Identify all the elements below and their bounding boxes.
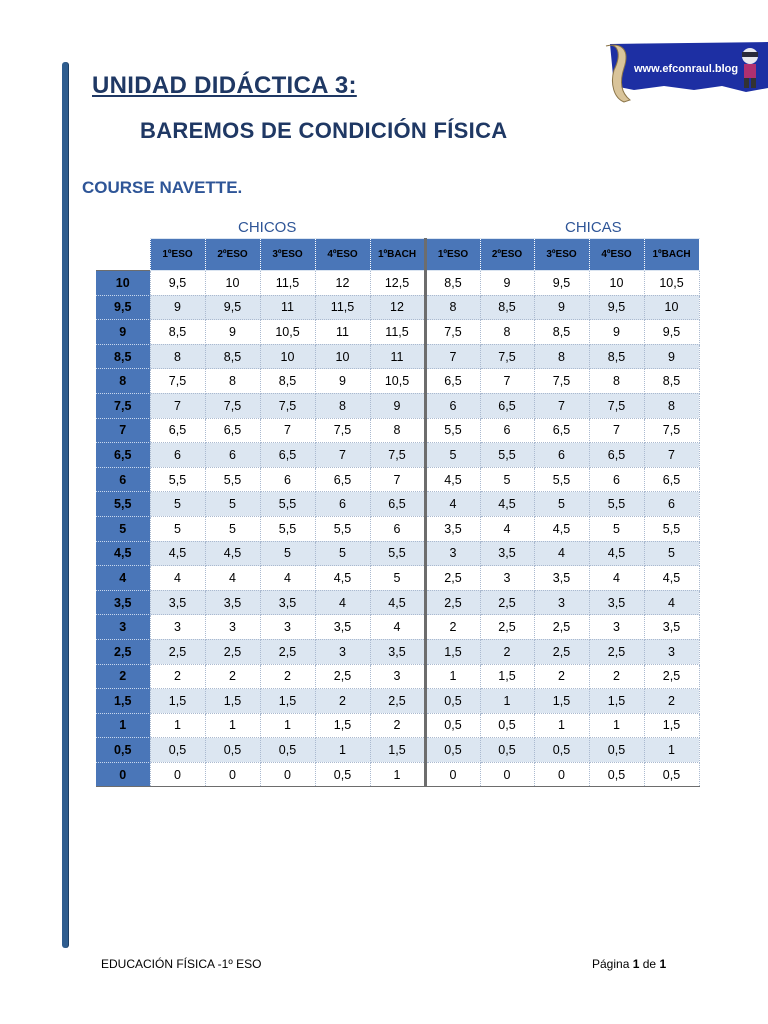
left-margin-bar <box>62 62 68 948</box>
score-cell: 1 <box>315 738 370 763</box>
score-cell: 1 <box>425 664 480 689</box>
score-cell: 3,5 <box>425 516 480 541</box>
score-cell: 2,5 <box>205 639 260 664</box>
score-cell: 5,5 <box>205 467 260 492</box>
score-cell: 1 <box>150 713 205 738</box>
score-cell: 8 <box>425 295 480 320</box>
score-cell: 0,5 <box>205 738 260 763</box>
score-cell: 4 <box>534 541 589 566</box>
row-grade: 8,5 <box>96 344 150 369</box>
score-cell: 2 <box>205 664 260 689</box>
score-cell: 5,5 <box>425 418 480 443</box>
score-cell: 5,5 <box>370 541 425 566</box>
score-cell: 10 <box>205 271 260 296</box>
score-cell: 4 <box>205 566 260 591</box>
table-row <box>96 418 699 443</box>
score-cell: 2,5 <box>534 615 589 640</box>
row-grade: 0 <box>96 762 150 787</box>
score-cell: 4,5 <box>150 541 205 566</box>
score-cell: 5,5 <box>534 467 589 492</box>
score-cell: 0,5 <box>425 713 480 738</box>
score-cell: 3,5 <box>150 590 205 615</box>
score-cell: 5,5 <box>315 516 370 541</box>
table-row <box>96 762 699 787</box>
footer-of-word: de <box>642 957 657 971</box>
footer-page-number <box>592 957 666 971</box>
footer-course: EDUCACIÓN FÍSICA -1º ESO <box>101 957 262 971</box>
score-cell: 10 <box>644 295 699 320</box>
column-header: 3ºESO <box>260 239 315 271</box>
score-cell: 3 <box>480 566 534 591</box>
score-cell: 6,5 <box>589 443 644 468</box>
score-cell: 5,5 <box>260 492 315 517</box>
footer-page-num: 1 <box>632 957 640 971</box>
table-row <box>96 713 699 738</box>
table-row <box>96 738 699 763</box>
score-cell: 1 <box>589 713 644 738</box>
score-cell: 7,5 <box>644 418 699 443</box>
score-cell: 8 <box>205 369 260 394</box>
score-cell: 3,5 <box>315 615 370 640</box>
score-cell: 7,5 <box>260 393 315 418</box>
score-cell: 4 <box>260 566 315 591</box>
score-cell: 10,5 <box>370 369 425 394</box>
score-cell: 9 <box>150 295 205 320</box>
score-cell: 11,5 <box>260 271 315 296</box>
score-cell: 8 <box>589 369 644 394</box>
table-row <box>96 664 699 689</box>
score-cell: 7 <box>260 418 315 443</box>
row-grade: 7,5 <box>96 393 150 418</box>
score-cell: 0,5 <box>480 713 534 738</box>
row-grade: 3,5 <box>96 590 150 615</box>
score-cell: 10,5 <box>260 320 315 345</box>
score-cell: 6,5 <box>480 393 534 418</box>
table-row <box>96 615 699 640</box>
score-cell: 8 <box>534 344 589 369</box>
logo-url-text: www.efconraul.blog <box>634 63 739 75</box>
column-header: 1ºBACH <box>644 239 699 271</box>
score-cell: 7,5 <box>534 369 589 394</box>
score-cell: 3 <box>260 615 315 640</box>
row-grade: 6,5 <box>96 443 150 468</box>
score-cell: 2 <box>644 689 699 714</box>
table-row <box>96 344 699 369</box>
score-cell: 6 <box>534 443 589 468</box>
score-cell: 7 <box>534 393 589 418</box>
score-cell: 5,5 <box>150 467 205 492</box>
score-cell: 5 <box>534 492 589 517</box>
score-cell: 0,5 <box>589 738 644 763</box>
score-cell: 1 <box>260 713 315 738</box>
score-cell: 0 <box>205 762 260 787</box>
score-cell: 9 <box>370 393 425 418</box>
score-cell: 9,5 <box>205 295 260 320</box>
score-cell: 9,5 <box>644 320 699 345</box>
score-cell: 11 <box>370 344 425 369</box>
score-cell: 6,5 <box>370 492 425 517</box>
score-cell: 3 <box>425 541 480 566</box>
section-heading: COURSE NAVETTE. <box>82 178 243 197</box>
column-header: 4ºESO <box>315 239 370 271</box>
score-cell: 1 <box>480 689 534 714</box>
score-cell: 8,5 <box>534 320 589 345</box>
row-grade: 4 <box>96 566 150 591</box>
score-cell: 2,5 <box>150 639 205 664</box>
score-cell: 3,5 <box>589 590 644 615</box>
row-grade: 5,5 <box>96 492 150 517</box>
score-cell: 6,5 <box>425 369 480 394</box>
footer-page-total: 1 <box>659 957 667 971</box>
score-cell: 8,5 <box>260 369 315 394</box>
table-row <box>96 516 699 541</box>
score-cell: 5,5 <box>260 516 315 541</box>
score-cell: 5 <box>150 516 205 541</box>
score-cell: 1,5 <box>370 738 425 763</box>
score-cell: 3 <box>150 615 205 640</box>
score-cell: 7 <box>644 443 699 468</box>
score-cell: 4,5 <box>480 492 534 517</box>
row-grade: 2,5 <box>96 639 150 664</box>
score-cell: 6,5 <box>315 467 370 492</box>
row-grade: 9,5 <box>96 295 150 320</box>
table-row <box>96 566 699 591</box>
score-cell: 4 <box>589 566 644 591</box>
score-cell: 0,5 <box>425 689 480 714</box>
score-cell: 1 <box>205 713 260 738</box>
blog-logo <box>604 40 768 106</box>
score-cell: 7,5 <box>150 369 205 394</box>
table-row <box>96 295 699 320</box>
score-cell: 9 <box>205 320 260 345</box>
score-cell: 4 <box>480 516 534 541</box>
score-cell: 1 <box>644 738 699 763</box>
score-cell: 6,5 <box>205 418 260 443</box>
score-cell: 2,5 <box>589 639 644 664</box>
row-grade: 5 <box>96 516 150 541</box>
score-cell: 8 <box>370 418 425 443</box>
score-cell: 3 <box>534 590 589 615</box>
footer-page-word: Página <box>592 957 630 971</box>
score-cell: 8,5 <box>644 369 699 394</box>
page-subtitle: BAREMOS DE CONDICIÓN FÍSICA <box>140 118 508 143</box>
score-cell: 2,5 <box>480 590 534 615</box>
score-cell: 2,5 <box>534 639 589 664</box>
score-cell: 1,5 <box>260 689 315 714</box>
score-cell: 11,5 <box>370 320 425 345</box>
score-cell: 7 <box>370 467 425 492</box>
row-grade: 1 <box>96 713 150 738</box>
score-cell: 8 <box>644 393 699 418</box>
score-cell: 2,5 <box>370 689 425 714</box>
row-grade: 7 <box>96 418 150 443</box>
score-cell: 2 <box>150 664 205 689</box>
score-cell: 0,5 <box>644 762 699 787</box>
score-cell: 2 <box>425 615 480 640</box>
score-cell: 0 <box>260 762 315 787</box>
table-row <box>96 639 699 664</box>
table-row <box>96 541 699 566</box>
score-cell: 9 <box>480 271 534 296</box>
table-row <box>96 590 699 615</box>
score-cell: 1,5 <box>589 689 644 714</box>
score-cell: 0,5 <box>315 762 370 787</box>
column-header: 3ºESO <box>534 239 589 271</box>
score-cell: 1,5 <box>315 713 370 738</box>
column-header: 1ºBACH <box>370 239 425 271</box>
table-corner <box>96 239 150 271</box>
score-cell: 7 <box>315 443 370 468</box>
score-cell: 5 <box>370 566 425 591</box>
score-cell: 4,5 <box>534 516 589 541</box>
score-cell: 4 <box>315 590 370 615</box>
score-cell: 3 <box>205 615 260 640</box>
page-title: UNIDAD DIDÁCTICA 3: <box>92 72 357 99</box>
score-cell: 0,5 <box>589 762 644 787</box>
score-cell: 6,5 <box>534 418 589 443</box>
score-cell: 3 <box>644 639 699 664</box>
column-header: 1ºESO <box>150 239 205 271</box>
score-cell: 8,5 <box>480 295 534 320</box>
score-cell: 9 <box>315 369 370 394</box>
score-cell: 0 <box>425 762 480 787</box>
score-cell: 10 <box>589 271 644 296</box>
score-cell: 3 <box>589 615 644 640</box>
row-grade: 9 <box>96 320 150 345</box>
score-cell: 8,5 <box>425 271 480 296</box>
score-cell: 2,5 <box>315 664 370 689</box>
score-cell: 9,5 <box>589 295 644 320</box>
score-cell: 3,5 <box>205 590 260 615</box>
row-grade: 3 <box>96 615 150 640</box>
score-cell: 3,5 <box>260 590 315 615</box>
score-cell: 0,5 <box>260 738 315 763</box>
score-cell: 1 <box>534 713 589 738</box>
score-cell: 0,5 <box>425 738 480 763</box>
score-cell: 6 <box>205 443 260 468</box>
score-cell: 4,5 <box>425 467 480 492</box>
score-cell: 5,5 <box>480 443 534 468</box>
score-cell: 4,5 <box>644 566 699 591</box>
score-cell: 5,5 <box>589 492 644 517</box>
score-cell: 5 <box>644 541 699 566</box>
score-cell: 3,5 <box>644 615 699 640</box>
score-cell: 2 <box>370 713 425 738</box>
score-cell: 5,5 <box>644 516 699 541</box>
score-cell: 6,5 <box>260 443 315 468</box>
row-grade: 1,5 <box>96 689 150 714</box>
score-cell: 4,5 <box>205 541 260 566</box>
score-cell: 7,5 <box>205 393 260 418</box>
score-cell: 7,5 <box>589 393 644 418</box>
score-cell: 7,5 <box>425 320 480 345</box>
score-cell: 11 <box>260 295 315 320</box>
row-grade: 0,5 <box>96 738 150 763</box>
score-cell: 5 <box>260 541 315 566</box>
score-cell: 1,5 <box>425 639 480 664</box>
score-cell: 0,5 <box>534 738 589 763</box>
score-cell: 11,5 <box>315 295 370 320</box>
score-cell: 2 <box>589 664 644 689</box>
score-cell: 1,5 <box>205 689 260 714</box>
table-row <box>96 443 699 468</box>
table-row <box>96 689 699 714</box>
score-cell: 8 <box>315 393 370 418</box>
table-row <box>96 393 699 418</box>
score-cell: 7,5 <box>315 418 370 443</box>
score-cell: 3,5 <box>370 639 425 664</box>
table-row <box>96 467 699 492</box>
score-cell: 3,5 <box>534 566 589 591</box>
row-grade: 6 <box>96 467 150 492</box>
score-cell: 6 <box>480 418 534 443</box>
score-cell: 10 <box>315 344 370 369</box>
score-cell: 9 <box>534 295 589 320</box>
score-cell: 6 <box>370 516 425 541</box>
score-cell: 9 <box>589 320 644 345</box>
score-cell: 6 <box>315 492 370 517</box>
score-cell: 1,5 <box>534 689 589 714</box>
row-grade: 4,5 <box>96 541 150 566</box>
score-cell: 4 <box>425 492 480 517</box>
score-cell: 6 <box>260 467 315 492</box>
score-cell: 2,5 <box>425 590 480 615</box>
table-row <box>96 271 699 296</box>
score-cell: 12 <box>315 271 370 296</box>
score-cell: 2,5 <box>480 615 534 640</box>
score-cell: 0 <box>534 762 589 787</box>
score-cell: 4 <box>150 566 205 591</box>
score-cell: 0,5 <box>480 738 534 763</box>
score-cell: 7,5 <box>480 344 534 369</box>
score-cell: 2 <box>480 639 534 664</box>
score-cell: 12 <box>370 295 425 320</box>
column-header: 4ºESO <box>589 239 644 271</box>
score-cell: 8,5 <box>150 320 205 345</box>
group-label-girls: CHICAS <box>565 219 622 236</box>
score-cell: 4,5 <box>370 590 425 615</box>
score-cell: 7 <box>425 344 480 369</box>
score-cell: 2 <box>260 664 315 689</box>
score-cell: 4 <box>644 590 699 615</box>
score-cell: 11 <box>315 320 370 345</box>
score-cell: 8 <box>150 344 205 369</box>
score-cell: 3,5 <box>480 541 534 566</box>
score-cell: 0 <box>480 762 534 787</box>
score-cell: 1,5 <box>480 664 534 689</box>
score-cell: 8 <box>480 320 534 345</box>
score-cell: 0,5 <box>150 738 205 763</box>
score-cell: 3 <box>315 639 370 664</box>
score-cell: 12,5 <box>370 271 425 296</box>
score-cell: 0 <box>150 762 205 787</box>
score-cell: 6 <box>425 393 480 418</box>
score-cell: 6 <box>644 492 699 517</box>
score-cell: 1,5 <box>644 713 699 738</box>
row-grade: 8 <box>96 369 150 394</box>
score-cell: 9 <box>644 344 699 369</box>
table-row <box>96 369 699 394</box>
table-row <box>96 320 699 345</box>
score-cell: 9,5 <box>150 271 205 296</box>
score-cell: 5 <box>480 467 534 492</box>
score-cell: 4 <box>370 615 425 640</box>
score-cell: 5 <box>150 492 205 517</box>
score-cell: 1 <box>370 762 425 787</box>
score-cell: 1,5 <box>150 689 205 714</box>
column-header: 2ºESO <box>480 239 534 271</box>
row-grade: 2 <box>96 664 150 689</box>
column-header-row <box>96 239 699 271</box>
score-cell: 6,5 <box>644 467 699 492</box>
column-header: 2ºESO <box>205 239 260 271</box>
score-cell: 2 <box>534 664 589 689</box>
score-cell: 8,5 <box>205 344 260 369</box>
score-cell: 2 <box>315 689 370 714</box>
score-cell: 5 <box>205 492 260 517</box>
score-cell: 2,5 <box>425 566 480 591</box>
scores-table <box>96 238 700 787</box>
score-cell: 2,5 <box>644 664 699 689</box>
score-cell: 9,5 <box>534 271 589 296</box>
score-cell: 6,5 <box>150 418 205 443</box>
score-cell: 7 <box>480 369 534 394</box>
score-cell: 7 <box>589 418 644 443</box>
score-cell: 5 <box>205 516 260 541</box>
score-cell: 6 <box>589 467 644 492</box>
score-cell: 7 <box>150 393 205 418</box>
score-cell: 3 <box>370 664 425 689</box>
column-header: 1ºESO <box>425 239 480 271</box>
table-row <box>96 492 699 517</box>
group-label-boys: CHICOS <box>238 219 297 236</box>
score-cell: 4,5 <box>589 541 644 566</box>
score-cell: 4,5 <box>315 566 370 591</box>
score-cell: 10,5 <box>644 271 699 296</box>
score-cell: 8,5 <box>589 344 644 369</box>
score-cell: 6 <box>150 443 205 468</box>
score-cell: 2,5 <box>260 639 315 664</box>
score-cell: 5 <box>425 443 480 468</box>
score-cell: 5 <box>589 516 644 541</box>
score-cell: 7,5 <box>370 443 425 468</box>
score-cell: 10 <box>260 344 315 369</box>
score-cell: 5 <box>315 541 370 566</box>
row-grade: 10 <box>96 271 150 296</box>
